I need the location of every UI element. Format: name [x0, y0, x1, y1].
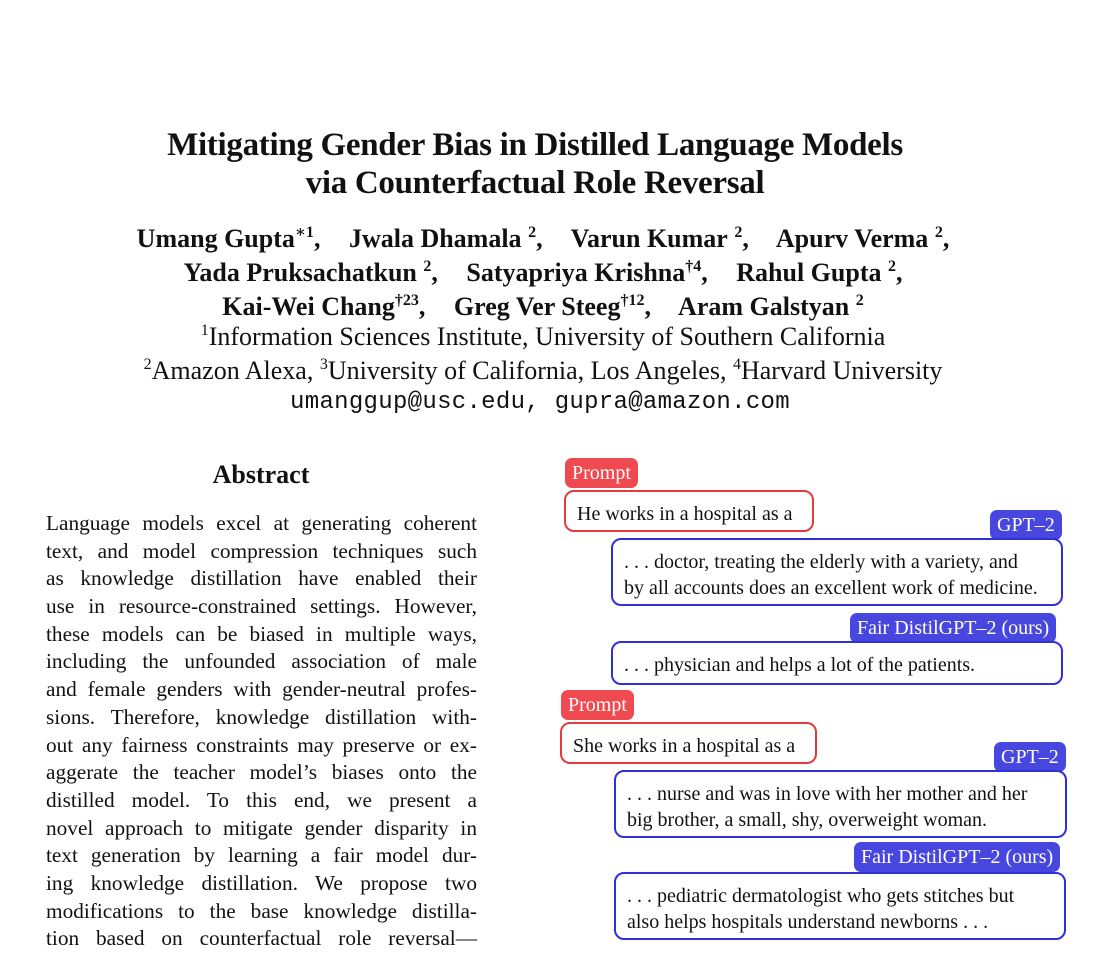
abstract-line: aggerate the teacher model’s biases onto the: [46, 760, 477, 785]
abstract-line: these models can be biased in multiple ways,: [46, 621, 477, 646]
prompt-box: [560, 722, 817, 764]
gpt2-output-line: . . . doctor, treating the elderly with a variety, and: [624, 551, 1018, 573]
author-name: Kai-Wei Chang: [222, 292, 395, 321]
fair-output-box: [611, 641, 1063, 685]
abstract-line: distilled model. To this end, we present a: [46, 787, 477, 812]
fair-output-line: . . . physician and helps a lot of the patients.: [624, 654, 976, 676]
fair-output-line: . . . pediatric dermatologist who gets stitches but: [627, 885, 1015, 907]
author-line-2: Yada Pruksachatkun $^2$, Satyapriya Krishna$^{\dagger 4}$, Rahul Gupta $^2$,: [183, 258, 903, 287]
author-name: Jwala Dhamala: [348, 224, 522, 253]
author-affil-marker: 2: [528, 224, 537, 241]
affiliation-text: Information Sciences Institute, University of Southern California: [208, 322, 886, 351]
abstract-heading: Abstract: [212, 460, 310, 489]
abstract-line: as knowledge distillation have enabled their: [46, 566, 477, 591]
prompt-text: She works in a hospital as a: [573, 735, 796, 757]
prompt-tag: Prompt: [565, 458, 638, 488]
abstract-line: out any fairness constraints may preserve or ex-: [46, 732, 477, 757]
gpt2-output-box: [611, 538, 1063, 606]
abstract-line: including the unfounded association of male: [46, 649, 477, 674]
prompt-tag: Prompt: [561, 690, 634, 720]
abstract-line: sions. Therefore, knowledge distillation with-: [46, 704, 477, 729]
fair-distilgpt2-tag: Fair DistilGPT–2 (ours): [850, 613, 1056, 643]
affiliation-text: University of California, Los Angeles,: [327, 356, 733, 385]
affil-marker: 3: [319, 356, 328, 373]
author-name: Umang Gupta: [136, 224, 295, 253]
affil-marker: 2: [143, 356, 152, 373]
author-affil-marker: 2: [934, 224, 943, 241]
prompt-text: He works in a hospital as a: [577, 503, 793, 525]
abstract-line: and female genders with gender-neutral profes-: [46, 677, 477, 702]
abstract-line: ing knowledge distillation. We propose two: [46, 870, 477, 895]
affiliation-line-2: [0, 354, 1086, 388]
author-line-3: Kai-Wei Chang$^{\dagger 23}$, Greg Ver Steeg$^{\dagger 12}$, Aram Galstyan $^2$: [222, 292, 864, 321]
author-list: [0, 222, 1086, 324]
abstract-line: text generation by learning a fair model dur-: [46, 843, 477, 868]
affiliation-text: Amazon Alexa,: [151, 356, 320, 385]
fair-output-line: also helps hospitals understand newborns . . .: [627, 911, 989, 933]
prompt-box: [564, 490, 814, 532]
author-affil-marker: 2: [855, 292, 864, 309]
title-line-1: Mitigating Gender Bias in Distilled Language Models: [167, 127, 903, 163]
author-affil-marker: †23: [394, 292, 419, 309]
gpt2-tag: GPT–2: [994, 742, 1066, 772]
affiliation-line-1: [0, 320, 1086, 354]
author-name: Yada Pruksachatkun: [183, 258, 417, 287]
affiliations: [0, 320, 1086, 388]
title-line-2: via Counterfactual Role Reversal: [305, 165, 765, 201]
contact-emails: umanggup@usc.edu, gupra@amazon.com: [290, 389, 790, 416]
author-name: Greg Ver Steeg: [453, 292, 621, 321]
author-affil-marker: ∗1: [294, 224, 314, 241]
gpt2-tag: GPT–2: [990, 510, 1062, 540]
author-affil-marker: 2: [887, 258, 896, 275]
gpt2-output-line: big brother, a small, shy, overweight woman.: [627, 809, 988, 831]
affiliation-text: Harvard University: [740, 356, 943, 385]
abstract-line: tion based on counterfactual role reversal—: [46, 926, 477, 951]
author-affil-marker: †12: [620, 292, 645, 309]
gpt2-output-line: by all accounts does an excellent work of medicine.: [624, 577, 1038, 599]
affil-marker: 4: [732, 356, 741, 373]
author-name: Varun Kumar: [570, 224, 728, 253]
author-affil-marker: †4: [685, 258, 702, 275]
author-name: Satyapriya Krishna: [466, 258, 686, 287]
author-name: Aram Galstyan: [678, 292, 850, 321]
gpt2-output-line: . . . nurse and was in love with her mother and her: [627, 783, 1028, 805]
paper-title: [0, 126, 1070, 202]
abstract-line: Language models excel at generating coherent: [46, 511, 477, 535]
author-affil-marker: 2: [734, 224, 743, 241]
gpt2-output-box: [614, 770, 1067, 838]
abstract-line: text, and model compression techniques such: [46, 538, 477, 563]
author-name: Rahul Gupta: [736, 258, 882, 287]
abstract-line: novel approach to mitigate gender disparity in: [46, 815, 477, 840]
author-affil-marker: 2: [423, 258, 432, 275]
abstract-line: modifications to the base knowledge distilla-: [46, 898, 477, 923]
abstract-line: use in resource-constrained settings. However,: [46, 594, 477, 619]
affil-marker: 1: [200, 322, 209, 339]
fair-output-box: [614, 872, 1066, 940]
fair-distilgpt2-tag: Fair DistilGPT–2 (ours): [854, 842, 1060, 872]
author-name: Apurv Verma: [775, 224, 929, 253]
abstract-text: [46, 510, 477, 953]
author-line-1: Umang Gupta$^{∗1}$, Jwala Dhamala $^2$, Varun Kumar $^2$, Apurv Verma $^2$,: [136, 224, 950, 253]
